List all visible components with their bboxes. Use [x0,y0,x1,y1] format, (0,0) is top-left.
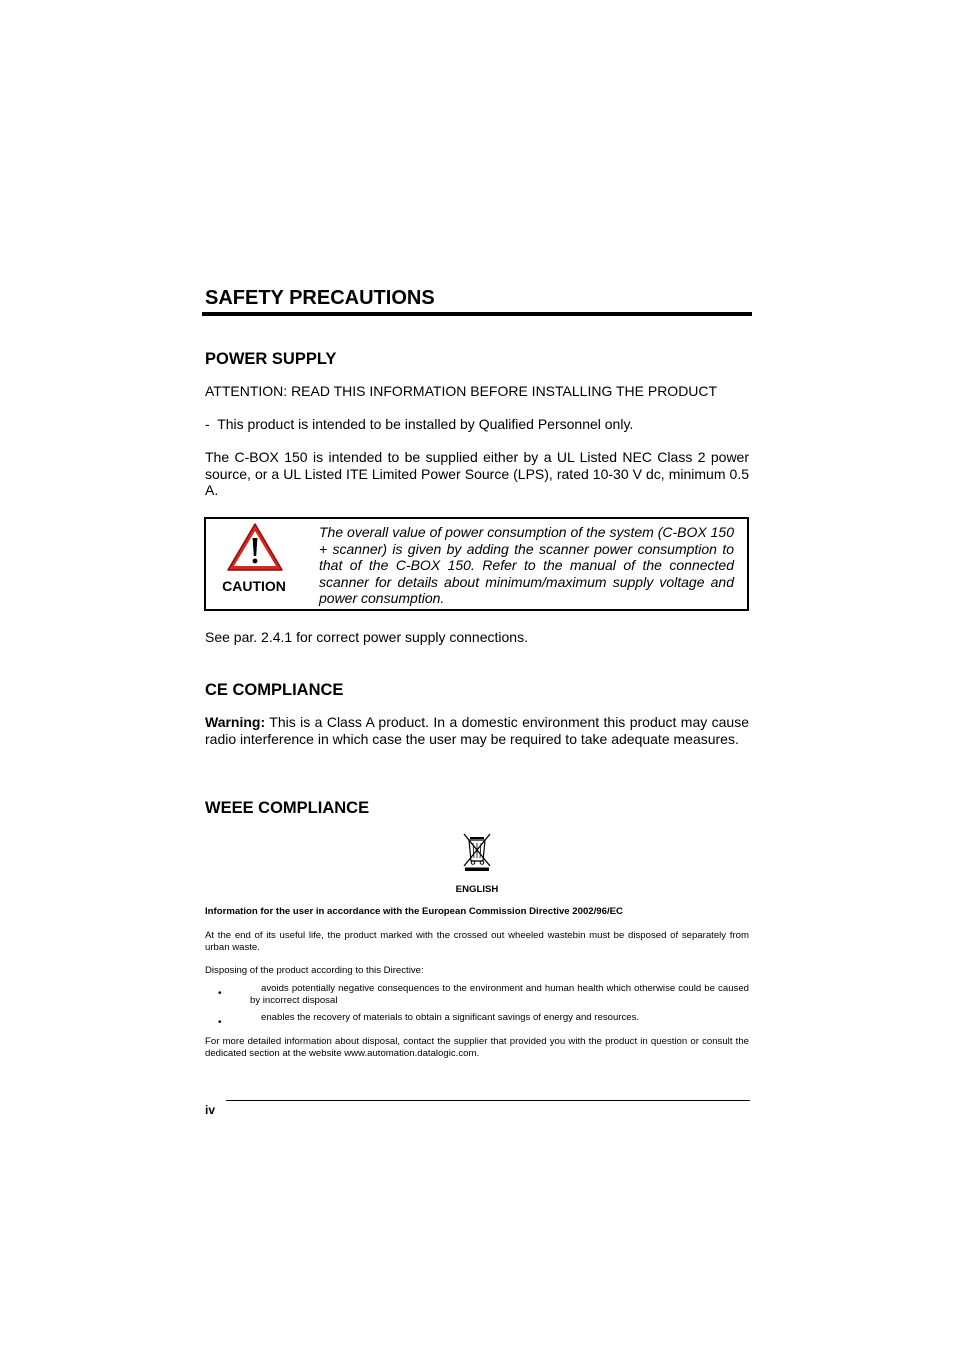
crossed-out-wheelie-bin-icon [462,833,492,871]
end-of-life-paragraph: At the end of its useful life, the product marked with the crossed out wheeled wastebin must be disposed of separately from urban waste. [205,930,749,953]
power-source-paragraph: The C-BOX 150 is intended to be supplied either by a UL Listed NEC Class 2 power source, or a UL Listed ITE Limited Power Source (LPS), rated 10-30 V dc, minimum 0.5 A. [205,449,749,498]
power-supply-heading: POWER SUPPLY [205,350,337,368]
footer-rule [226,1100,750,1101]
warning-label: Warning: [205,714,266,730]
weee-compliance-heading: WEEE COMPLIANCE [205,799,370,817]
bullet-dot-1: • [218,988,222,999]
language-label: ENGLISH [455,884,499,895]
bullet-dot-2: • [218,1017,222,1028]
ce-compliance-heading: CE COMPLIANCE [205,681,344,699]
title-underline [202,312,752,316]
ce-warning-paragraph [205,714,749,747]
warning-text: This is a Class A product. In a domestic environment this product may cause radio interference in which case the user may be required to take adequate measures. [205,714,750,747]
caution-text: The overall value of power consumption of the system (C-BOX 150 + scanner) is given by adding the scanner power consumption to that of the C-BOX 150. Refer to the manual of the connected scanner for details about minimum/maximum supply voltage and power consumption. [319,524,734,606]
see-par-text: See par. 2.4.1 for correct power supply connections. [205,629,528,645]
more-info-paragraph: For more detailed information about disposal, contact the supplier that provided you with the product in question or consult the dedicated section at the website www.automation.datalogic.com. [205,1036,749,1059]
caution-warning-icon [225,521,285,573]
disposing-intro: Disposing of the product according to this Directive: [205,965,424,976]
attention-text: ATTENTION: READ THIS INFORMATION BEFORE INSTALLING THE PRODUCT [205,383,718,399]
page-number: iv [205,1103,216,1117]
directive-info-heading: Information for the user in accordance with the European Commission Directive 2002/96/EC [205,906,623,917]
caution-label: CAUTION [222,578,286,594]
caution-box [204,517,749,611]
qualified-personnel-bullet [205,416,633,433]
weee-bullet-2: enables the recovery of materials to obtain a significant savings of energy and resources. [261,1012,640,1023]
bullet-text: This product is intended to be installed by Qualified Personnel only. [217,416,634,432]
weee-bullet-1: avoids potentially negative consequences to the environment and human health which otherwise could be caused by incorrect disposal [250,983,749,1006]
page-title: SAFETY PRECAUTIONS [205,287,435,309]
bullet-dash: - [205,416,210,432]
